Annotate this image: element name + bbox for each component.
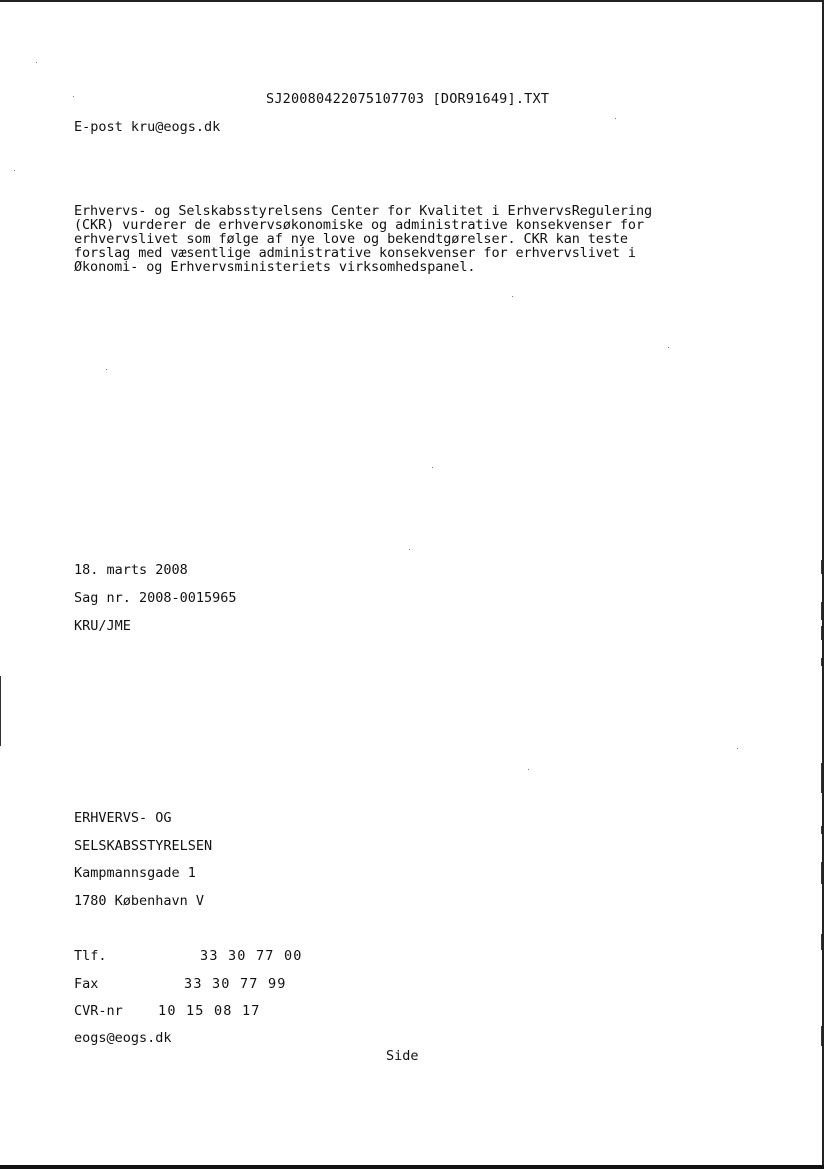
edge-mark — [821, 626, 822, 640]
case-number: Sag nr. 2008-0015965 — [74, 590, 237, 606]
edge-mark — [821, 826, 822, 834]
scan-speck — [615, 118, 616, 119]
edge-mark — [821, 560, 822, 574]
intro-line: (CKR) vurderer de erhvervsøkonomiske og administrative konsekvenser for — [74, 217, 644, 233]
address-line-1: ERHVERVS- OG — [74, 810, 172, 826]
fax-value: 33 30 77 99 — [184, 976, 287, 992]
intro-line: forslag med væsentlige administrative konsekvenser for erhvervslivet i — [74, 245, 636, 261]
cvr-label: CVR-nr — [74, 1003, 123, 1019]
edge-mark — [821, 602, 822, 620]
edge-mark — [821, 862, 822, 884]
scan-speck — [106, 369, 107, 370]
address-line-2: SELSKABSSTYRELSEN — [74, 838, 213, 854]
intro-line: Erhvervs- og Selskabsstyrelsens Center for Kvalitet i ErhvervsRegulering — [74, 203, 652, 219]
edge-mark — [821, 763, 822, 793]
initials: KRU/JME — [74, 618, 131, 634]
scan-speck — [73, 96, 74, 97]
contact-email: eogs@eogs.dk — [74, 1030, 172, 1046]
edge-mark — [821, 1026, 822, 1046]
scan-speck — [528, 769, 529, 770]
edge-mark — [821, 934, 822, 950]
address-line-4: 1780 København V — [74, 893, 205, 909]
fax-label: Fax — [74, 976, 99, 992]
page-border-bottom — [0, 1165, 824, 1169]
sender-email-line: E-post kru@eogs.dk — [74, 119, 221, 135]
page-border-top — [0, 0, 824, 2]
intro-line: Økonomi- og Erhvervsministeriets virksomhedspanel. — [74, 259, 476, 275]
letter-date: 18. marts 2008 — [74, 562, 188, 578]
intro-paragraph — [74, 204, 694, 274]
edge-mark — [0, 676, 1, 746]
scan-speck — [432, 467, 433, 468]
scan-speck — [737, 748, 738, 749]
cvr-value: 10 15 08 17 — [158, 1003, 261, 1019]
phone-value: 33 30 77 00 — [200, 948, 303, 964]
phone-label: Tlf. — [74, 948, 107, 964]
edge-mark — [821, 658, 822, 666]
address-line-3: Kampmannsgade 1 — [74, 865, 196, 881]
scan-speck — [14, 170, 15, 171]
scan-speck — [36, 62, 37, 63]
scan-speck — [512, 296, 513, 297]
scan-speck — [668, 347, 669, 348]
intro-line: erhvervslivet som følge af nye love og bekendtgørelser. CKR kan teste — [74, 231, 628, 247]
file-header: SJ20080422075107703 [DOR91649].TXT — [266, 91, 550, 107]
scan-speck — [409, 549, 410, 550]
page-footer-label: Side — [386, 1048, 419, 1064]
